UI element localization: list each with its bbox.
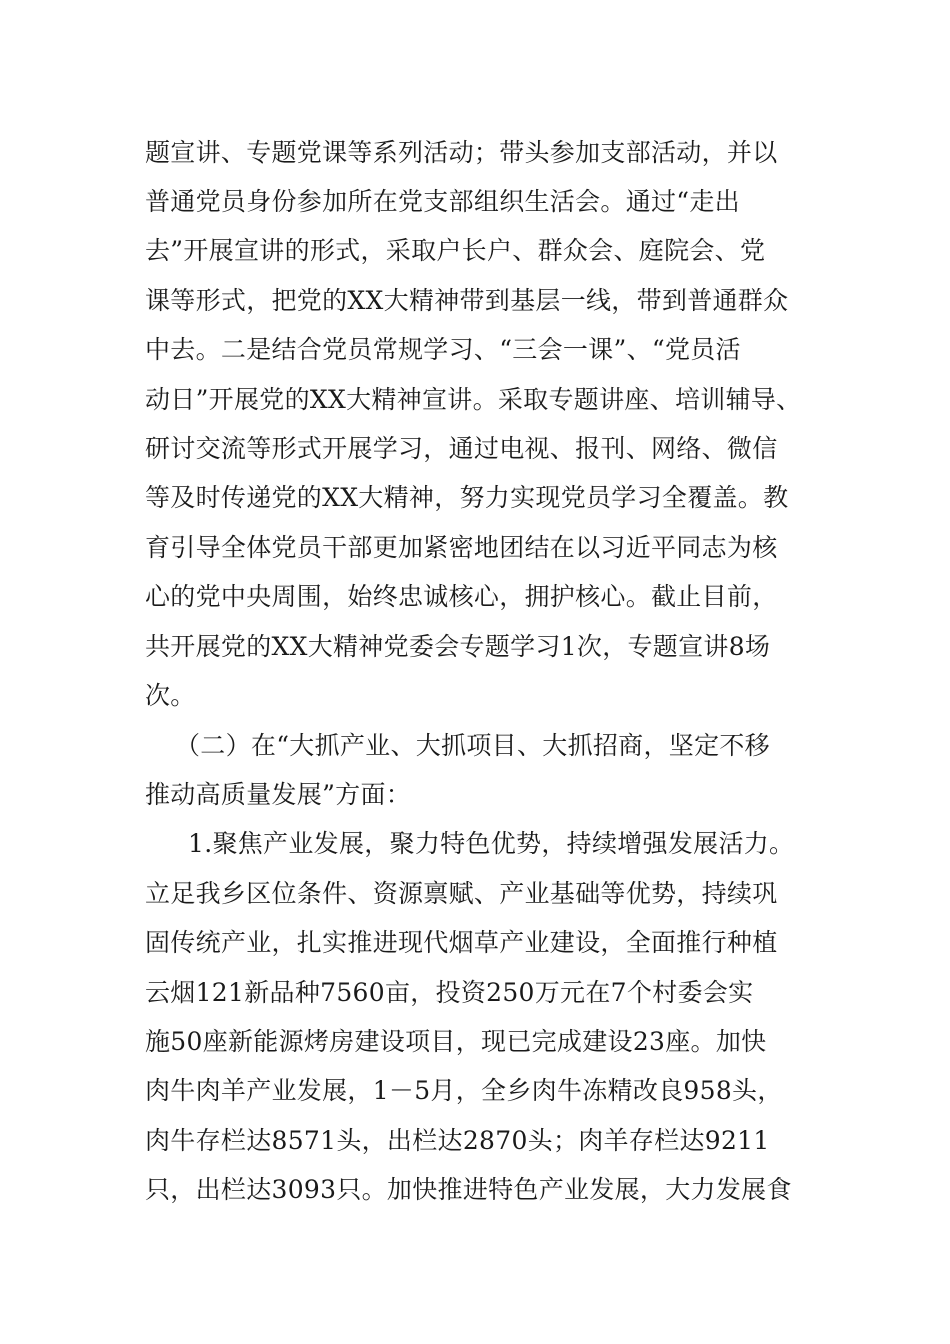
text-line: 动日”开展党的XX大精神宣讲。采取专题讲座、培训辅导、 — [145, 385, 802, 414]
text-line: 心的党中央周围，始终忠诚核心，拥护核心。截止目前， — [145, 582, 778, 611]
text-line: 固传统产业，扎实推进现代烟草产业建设，全面推行种植 — [145, 928, 778, 957]
text-line: 肉牛肉羊产业发展，1－5月，全乡肉牛冻精改良958头， — [145, 1076, 783, 1105]
section-heading: （二）在“大抓产业、大抓项目、大抓招商，坚定不移 — [175, 731, 770, 760]
text-line: 研讨交流等形式开展学习，通过电视、报刊、网络、微信 — [145, 434, 778, 463]
text-line: 只，出栏达3093只。加快推进特色产业发展，大力发展食 — [145, 1175, 792, 1204]
text-line: 肉牛存栏达8571头，出栏达2870头；肉羊存栏达9211 — [145, 1126, 770, 1155]
text-line: 等及时传递党的XX大精神，努力实现党员学习全覆盖。教 — [145, 483, 789, 512]
text-line: 云烟121新品种7560亩，投资250万元在7个村委会实 — [145, 978, 754, 1007]
text-line: 普通党员身份参加所在党支部组织生活会。通过“走出 — [145, 187, 740, 216]
text-line: 中去。二是结合党员常规学习、“三会一课”、“党员活 — [145, 335, 741, 364]
text-line: 立足我乡区位条件、资源禀赋、产业基础等优势，持续巩 — [145, 879, 778, 908]
subsection-heading: 1.聚焦产业发展，聚力特色优势，持续增强发展活力。 — [188, 829, 795, 858]
text-line: 课等形式，把党的XX大精神带到基层一线，带到普通群众 — [145, 286, 789, 315]
section-heading-continued: 推动高质量发展”方面： — [145, 780, 412, 809]
text-line: 共开展党的XX大精神党委会专题学习1次，专题宣讲8场 — [145, 632, 771, 661]
text-line: 题宣讲、专题党课等系列活动；带头参加支部活动，并以 — [145, 138, 778, 167]
text-line: 施50座新能源烤房建设项目，现已完成建设23座。加快 — [145, 1027, 767, 1056]
text-line: 去”开展宣讲的形式，采取户长户、群众会、庭院会、党 — [145, 236, 766, 265]
text-line: 次。 — [145, 681, 196, 710]
text-line: 育引导全体党员干部更加紧密地团结在以习近平同志为核 — [145, 533, 778, 562]
